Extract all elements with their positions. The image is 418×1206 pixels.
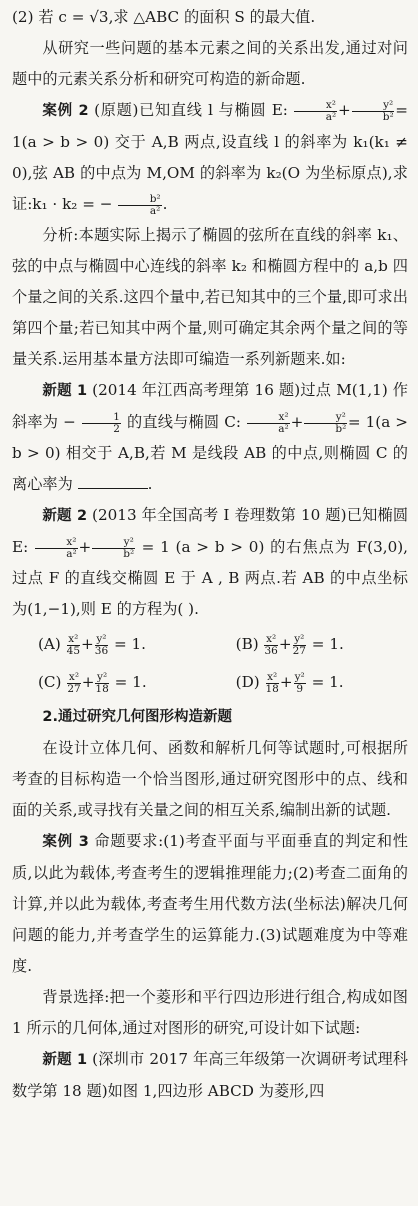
new-problem-2-paragraph: 新题 2 (2013 年全国高考 Ⅰ 卷理数第 10 题)已知椭圆 E: $\frac{\text{x²}}{\text{a²}}$ + $\frac{\text{y²}}{\text{b²}}$ = 1 (a > b > 0) 的右焦点为 F(3,0),过点 F 的直线交椭圆 E 于 A , B 两点.若 AB 的中点坐标为(1,−1),则 E 的方程为( ).	[12, 506, 409, 618]
case-2-label: 案例 2	[42, 103, 89, 119]
fraction-x2-a2: $\frac{\text{x²}}{\text{a²}}$	[247, 412, 290, 435]
intro-paragraph: 从研究一些问题的基本元素之间的关系出发,通过对问题中的元素关系分析和研究可构造的新命题.	[12, 39, 408, 88]
fraction-y2-b2: $\frac{\text{y²}}{\text{b²}}$	[92, 537, 135, 560]
option-d: (D) $\frac{\text{x²}}{18}$ + $\frac{\text{y²}}{9}$ = 1.	[235, 670, 344, 695]
fraction-y2-b2: $\frac{\text{y²}}{\text{b²}}$	[352, 100, 395, 123]
options-row-1	[12, 625, 408, 663]
fraction-y2-b2: $\frac{\text{y²}}{\text{b²}}$	[304, 412, 347, 435]
option-b: (B) $\frac{\text{x²}}{36}$ + $\frac{\text{y²}}{27}$ = 1.	[235, 632, 344, 657]
option-a: (A) $\frac{\text{x²}}{45}$ + $\frac{\text{y²}}{36}$ = 1.	[38, 632, 147, 657]
line-question-2: (2) 若 c = √3,求 △ABC 的面积 S 的最大值.	[12, 8, 316, 26]
new-problem-2-label: 新题 2	[42, 508, 88, 524]
section-2-heading: 2.通过研究几何图形构造新题	[42, 709, 232, 725]
analysis-paragraph: 分析:本题实际上揭示了椭圆的弦所在直线的斜率 k₁、弦的中点与椭圆中心连线的斜率 k₂ 和椭圆方程中的 a,b 四个量之间的关系.这四个量中,若已知其中的三个量,即可求出第四个量;若已知其中两个量,则可确定其余两个量之间的等量关系.运用基本量方法即可编造一系列新题来.如:	[12, 226, 408, 368]
fraction-1-2: $\frac{1}{2}$	[82, 412, 121, 435]
option-c: (C) $\frac{\text{x²}}{27}$ + $\frac{\text{y²}}{18}$ = 1.	[38, 670, 147, 695]
new-problem-1-label: 新题 1	[42, 383, 88, 399]
case-2-paragraph: 案例 2 (原题)已知直线 l 与椭圆 E: $\frac{\text{x²}}{\text{a²}}$ + $\frac{\text{y²}}{\text{b²}}$ = 1(a > b > 0) 交于 A,B 两点,设直线 l 的斜率为 k₁(k₁ ≠ 0),弦 AB 的中点为 M,OM 的斜率为 k₂(O 为坐标原点),求证:k₁ · k₂ = − $\frac{\text{b²}}{\text{a²}}$ .	[12, 98, 409, 217]
new-problem-1b-paragraph: 新题 1 (深圳市 2017 年高三年级第一次调研考试理科数学第 18 题)如图 1,四边形 ABCD 为菱形,四	[12, 1050, 408, 1100]
answer-blank	[78, 473, 148, 489]
fraction-b2-a2: $\frac{\text{b²}}{\text{a²}}$	[118, 194, 161, 217]
options-row-2	[12, 663, 408, 701]
fraction-x2-a2: $\frac{\text{x²}}{\text{a²}}$	[35, 537, 78, 560]
background-paragraph: 背景选择:把一个菱形和平行四边形进行组合,构成如图 1 所示的几何体,通过对图形的研究,可设计如下试题:	[12, 988, 408, 1037]
new-problem-1-paragraph: 新题 1 (2014 年江西高考理第 16 题)过点 M(1,1) 作斜率为 − $\frac{1}{2}$ 的直线与椭圆 C: $\frac{\text{x²}}{\text{a²}}$ + $\frac{\text{y²}}{\text{b²}}$ = 1(a > b > 0) 相交于 A,B,若 M 是线段 AB 的中点,则椭圆 C 的离心率为 .	[12, 381, 409, 493]
case-2-text-a: (原题)已知直线 l 与椭圆 E:	[94, 101, 288, 119]
fraction-x2-a2: $\frac{\text{x²}}{\text{a²}}$	[294, 100, 337, 123]
case-3-label: 案例 3	[42, 834, 89, 850]
case-2-text-b: 1(a > b > 0) 交于 A,B 两点,设直线 l 的斜率为 k₁(k₁ ≠ 0),弦 AB 的中点为 M,OM 的斜率为 k₂(O 为坐标原点),求证:k₁ · k₂ = −	[12, 133, 408, 213]
case-3-paragraph: 案例 3 命题要求:(1)考查平面与平面垂直的判定和性质,以此为载体,考查考生的逻辑推理能力;(2)考查二面角的计算,并以此为载体,考查考生用代数方法(坐标法)解决几何问题的能力,并考查学生的运算能力.(3)试题难度为中等难度.	[12, 832, 408, 975]
section-2-body: 在设计立体几何、函数和解析几何等试题时,可根据所考查的目标构造一个恰当图形,通过研究图形中的点、线和面的关系,或寻找有关量之间的相互关系,编制出新的试题.	[12, 739, 408, 819]
new-problem-1b-label: 新题 1	[42, 1052, 88, 1068]
